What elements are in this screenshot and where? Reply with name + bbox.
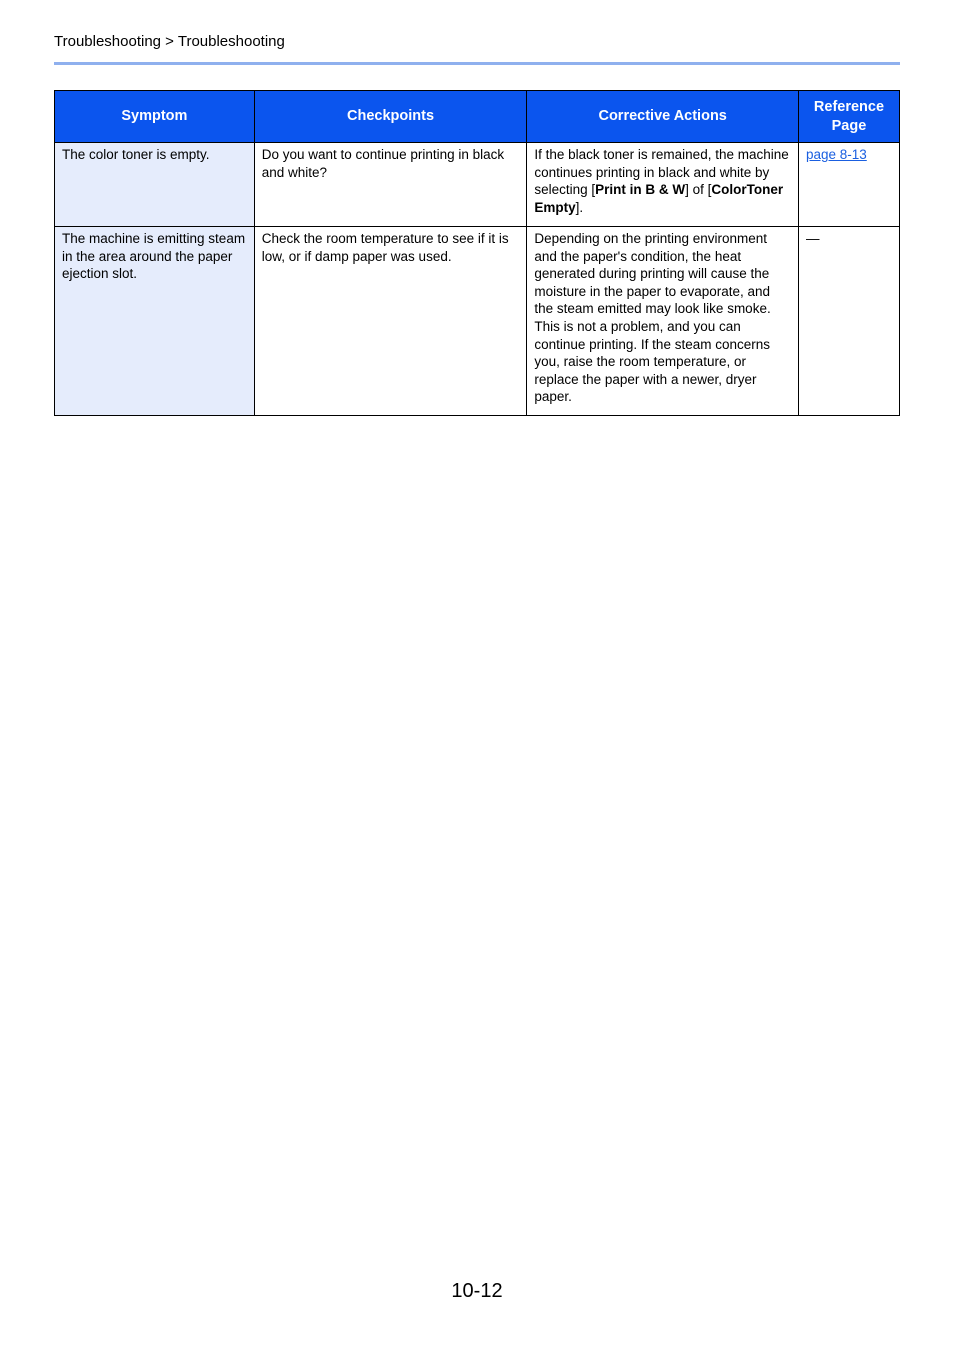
action-setting-print-bw: Print in B & W — [595, 182, 686, 198]
action-text: If the black toner is remained, the machine continues printing in black and white by selecting [ — [534, 147, 789, 198]
reference-cell — [798, 143, 899, 227]
corrective-action-cell: Depending on the printing environment and the paper's condition, the heat generated during printing will cause the moisture in the paper to evaporate, and the steam emitted may look like smoke. This is not a problem, and you can continue printing. If the steam concerns you, raise the room temperature, or replace the paper with a newer, dryer paper. — [527, 227, 799, 416]
column-header-reference-page: Reference Page — [798, 91, 899, 143]
header-divider — [54, 62, 900, 65]
column-header-symptom: Symptom — [55, 91, 255, 143]
corrective-action-cell — [527, 143, 799, 227]
column-header-checkpoints: Checkpoints — [254, 91, 527, 143]
reference-cell: — — [798, 227, 899, 416]
action-text: ]. — [575, 199, 584, 215]
page-number: 10-12 — [451, 1280, 503, 1302]
reference-link[interactable]: page 8-13 — [805, 147, 867, 162]
column-header-corrective-actions: Corrective Actions — [527, 91, 799, 143]
breadcrumb: Troubleshooting > Troubleshooting — [54, 33, 285, 50]
action-setting-color-toner-empty: ColorToner Empty — [534, 182, 784, 215]
action-text: ] of [ — [685, 182, 712, 198]
symptom-cell: The color toner is empty. — [55, 143, 255, 227]
symptom-cell: The machine is emitting steam in the area around the paper ejection slot. — [55, 227, 255, 416]
table-row — [55, 227, 900, 416]
table-row — [55, 143, 900, 227]
checkpoint-cell: Check the room temperature to see if it is low, or if damp paper was used. — [254, 227, 527, 416]
table-header-row — [55, 91, 900, 143]
checkpoint-cell: Do you want to continue printing in black and white? — [254, 143, 527, 227]
troubleshooting-table — [54, 90, 900, 416]
